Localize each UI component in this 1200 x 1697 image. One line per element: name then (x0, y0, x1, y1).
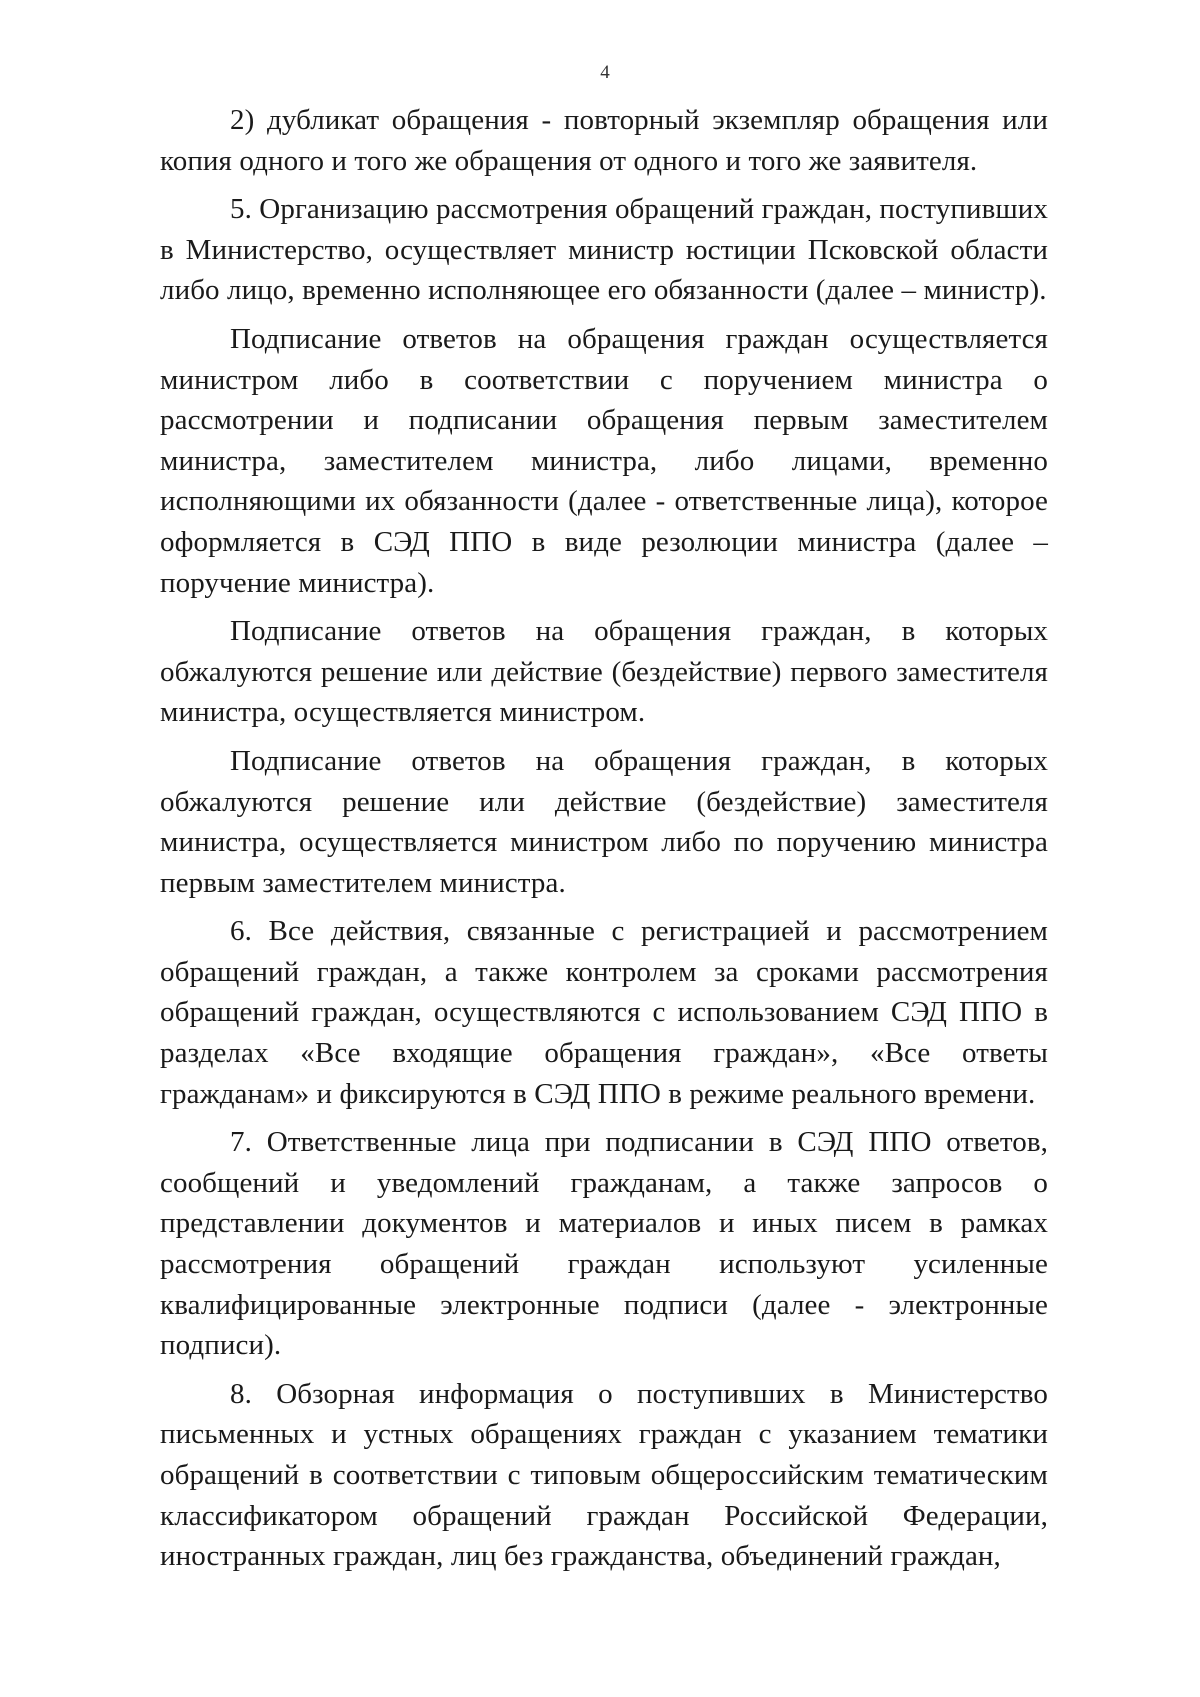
paragraph-item-8: 8. Обзорная информация о поступивших в Министерство письменных и устных обращениях граждан с указанием тематики обращений в соответствии с типовым общероссийским тематическим классификатором обращений граждан Российской Федерации, иностранных граждан, лиц без гражданства, объединений граждан, (160, 1377, 1048, 1573)
paragraph-first-deputy-appeals: Подписание ответов на обращения граждан, в которых обжалуются решение или действие (бездействие) первого заместителя министра, осуществляется министром. (160, 615, 1048, 729)
paragraph-deputy-appeals: Подписание ответов на обращения граждан, в которых обжалуются решение или действие (бездействие) заместителя министра, осуществляется министром либо по поручению министра первым заместителем министра. (160, 744, 1048, 899)
page-number: 4 (600, 62, 610, 83)
document-body (160, 100, 1048, 1577)
paragraph-duplicate-definition: 2) дубликат обращения - повторный экземпляр обращения или копия одного и того же обращения от одного и того же заявителя. (160, 104, 1048, 177)
paragraph-item-6: 6. Все действия, связанные с регистрацией и рассмотрением обращений граждан, а также контролем за сроками рассмотрения обращений граждан, осуществляются с использованием СЭД ППО в разделах «Все входящие обращения граждан», «Все ответы гражданам» и фиксируются в СЭД ППО в режиме реального времени. (160, 915, 1048, 1110)
paragraph-signing-responsibility: Подписание ответов на обращения граждан осуществляется министром либо в соответствии с поручением министра о рассмотрении и подписании обращения первым заместителем министра, заместителем министра, либо лицами, временно исполняющими их обязанности (далее - ответственные лица), которое оформляется в СЭД ППО в виде резолюции министра (далее – поручение министра). (160, 322, 1048, 599)
paragraph-item-7: 7. Ответственные лица при подписании в СЭД ППО ответов, сообщений и уведомлений гражданам, а также запросов о представлении документов и материалов и иных писем в рамках рассмотрения обращений граждан используют усиленные квалифицированные электронные подписи (далее - электронные подписи). (160, 1126, 1048, 1362)
paragraph-item-5: 5. Организацию рассмотрения обращений граждан, поступивших в Министерство, осуществляет министр юстиции Псковской области либо лицо, временно исполняющее его обязанности (далее – министр). (160, 193, 1049, 307)
